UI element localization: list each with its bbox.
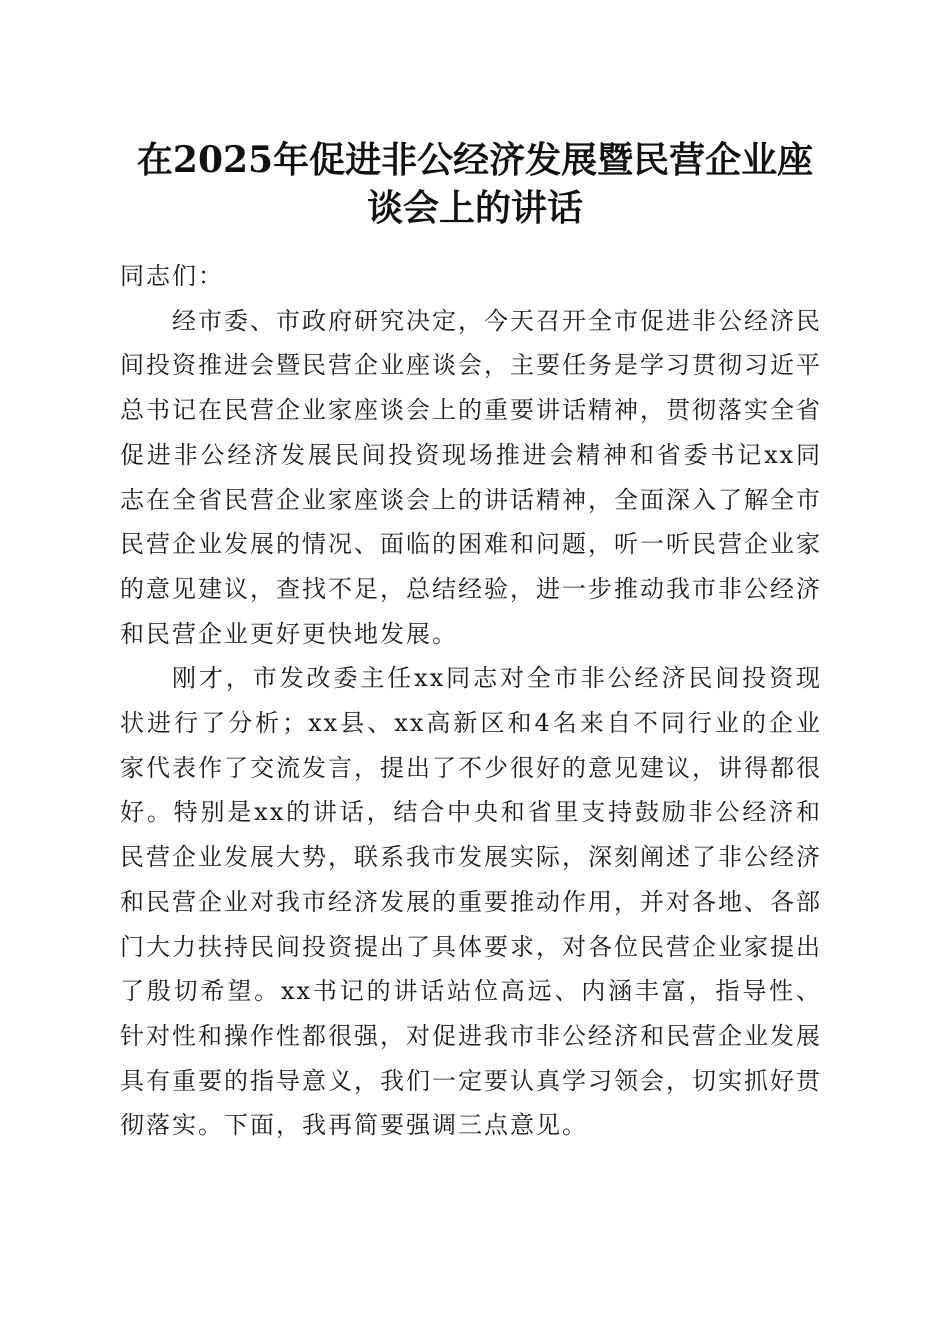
document-title: 在2025年促进非公经济发展暨民营企业座谈会上的讲话 (136, 139, 814, 229)
paragraph: 刚才，市发改委主任xx同志对全市非公经济民间投资现状进行了分析；xx县、xx高新区和4名来自不同行业的企业家代表作了交流发言，提出了不少很好的意见建议，讲得都很好。特别是xx的讲话，结合中央和省里支持鼓励非公经济和民营企业发展大势，联系我市发展实际，深刻阐述了非公经济和民营企业对我市经济发展的重要推动作用，并对各地、各部门大力扶持民间投资提出了具体要求，对各位民营企业家提出了殷切希望。xx书记的讲话站位高远、内涵丰富，指导性、针对性和操作性都很强，对促进我市非公经济和民营企业发展具有重要的指导意义，我们一定要认真学习领会，切实抓好贯彻落实。下面，我再简要强调三点意见。 (120, 664, 822, 1140)
paragraph: 经市委、市政府研究决定，今天召开全市促进非公经济民间投资推进会暨民营企业座谈会，主要任务是学习贯彻习近平总书记在民营企业家座谈会上的重要讲话精神，贯彻落实全省促进非公经济发展民间投资现场推进会精神和省委书记xx同志在全省民营企业家座谈会上的讲话精神，全面深入了解全市民营企业发展的情况、面临的困难和问题，听一听民营企业家的意见建议，查找不足，总结经验，进一步推动我市非公经济和民营企业更好更快地发展。 (120, 306, 822, 648)
document-body (120, 254, 822, 1148)
salutation: 同志们： (120, 262, 224, 290)
